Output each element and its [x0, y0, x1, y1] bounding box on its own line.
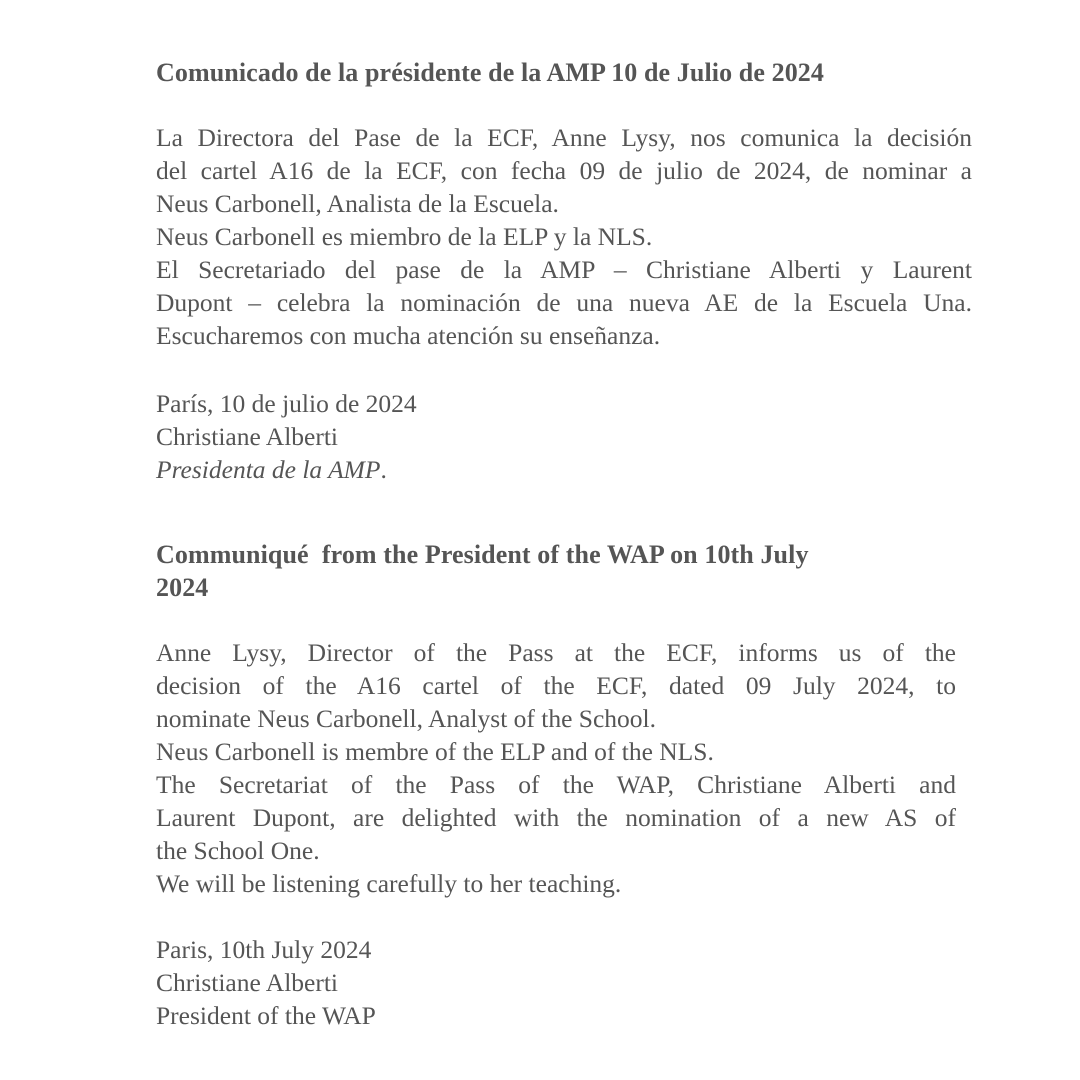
spanish-title: Comunicado de la présidente de la AMP 10 de Julio de 2024: [156, 58, 825, 87]
spanish-place-date: París, 10 de julio de 2024: [156, 389, 417, 418]
spanish-signatory-role-line: [156, 453, 986, 486]
english-title-line: Communiqué from the President of the WAP on 10th July: [156, 540, 809, 569]
english-title: [156, 538, 956, 604]
spanish-paragraph-line: Escucharemos con mucha atención su enseñanza.: [156, 321, 661, 350]
english-signature: [156, 933, 986, 1032]
english-paragraph: [156, 636, 956, 900]
english-paragraph-line: the School One.: [156, 836, 320, 865]
english-place-date: Paris, 10th July 2024: [156, 935, 372, 964]
spanish-paragraph-line: Neus Carbonell es miembro de la ELP y la NLS.: [156, 222, 653, 251]
english-communique: [156, 538, 986, 1032]
spanish-paragraph-line: Neus Carbonell, Analista de la Escuela.: [156, 189, 559, 218]
english-paragraph-line: Neus Carbonell is membre of the ELP and of the NLS.: [156, 737, 714, 766]
spanish-signatory-role: Presidenta de la AMP: [156, 455, 381, 484]
spanish-paragraph-line: Dupont – celebra la nominación de una nueva AE de la Escuela Una.: [156, 288, 972, 317]
communique-document: [156, 56, 986, 1032]
english-paragraph-line: nominate Neus Carbonell, Analyst of the School.: [156, 704, 657, 733]
spanish-paragraph-line: del cartel A16 de la ECF, con fecha 09 de julio de 2024, de nominar a: [156, 156, 972, 185]
spanish-communique: [156, 56, 986, 486]
spanish-paragraph-line: La Directora del Pase de la ECF, Anne Lysy, nos comunica la decisión: [156, 123, 972, 152]
spanish-paragraph: [156, 121, 972, 352]
english-paragraph-line: decision of the A16 cartel of the ECF, dated 09 July 2024, to: [156, 671, 956, 700]
english-signatory-role: President of the WAP: [156, 1001, 376, 1030]
english-signatory-name: Christiane Alberti: [156, 968, 339, 997]
spanish-role-suffix: .: [380, 455, 387, 484]
spanish-signature: [156, 387, 986, 486]
spanish-paragraph-line: El Secretariado del pase de la AMP – Christiane Alberti y Laurent: [156, 255, 972, 284]
english-paragraph-line: The Secretariat of the Pass of the WAP, Christiane Alberti and: [156, 770, 956, 799]
spanish-signatory-name: Christiane Alberti: [156, 422, 339, 451]
english-paragraph-line: We will be listening carefully to her teaching.: [156, 869, 622, 898]
english-paragraph-line: Anne Lysy, Director of the Pass at the ECF, informs us of the: [156, 638, 956, 667]
english-paragraph-line: Laurent Dupont, are delighted with the nomination of a new AS of: [156, 803, 956, 832]
english-title-line: 2024: [156, 573, 209, 602]
